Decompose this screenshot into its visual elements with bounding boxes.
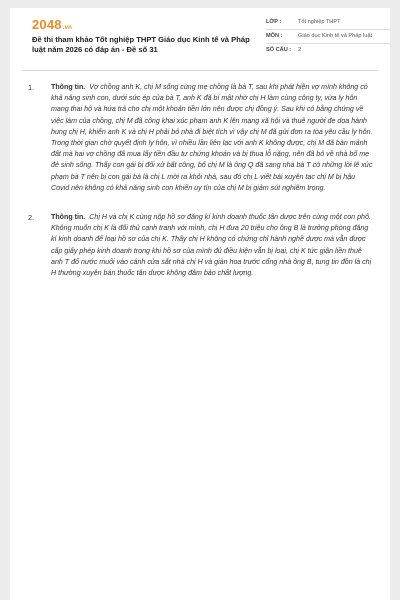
question-content — [51, 82, 378, 194]
question-text: Chị H và chị K cùng nộp hồ sơ đăng kí kinh doanh thuốc tân dược trên cùng một con phố. Không muốn chị K là đối thủ cạnh tranh với mình, chị H đưa 20 triệu cho ông B là trưởng phòng đăng kí kinh doanh để loại hồ sơ của chị K. Thấy chị H không có chứng chỉ hành nghề dược mà vẫn được cấp giấy phép kinh doanh trong khi hồ sơ của mình đủ điều kiện vẫn bị loại, chị K tức giận liền thuê anh T đổ nước muối vào cánh cửa sắt nhà chị H và giàn hoa trước cổng nhà ông B, tung tin đồn là chị H thường xuyên bán thuốc tân dược không đảm bảo chất lượng. — [51, 213, 372, 278]
meta-row-class — [266, 16, 390, 30]
meta-label: SỐ CÂU : — [266, 47, 292, 53]
document-meta — [266, 16, 390, 57]
meta-value: 2 — [298, 47, 302, 53]
question-item — [22, 212, 378, 279]
document-page — [10, 8, 390, 600]
question-number: 2. — [28, 213, 35, 223]
meta-row-subject — [266, 30, 390, 44]
question-number: 1. — [28, 83, 35, 92]
meta-row-count — [266, 44, 390, 57]
site-logo[interactable] — [32, 17, 72, 32]
question-content — [51, 212, 378, 279]
question-label: Thông tin. — [51, 213, 86, 222]
logo-tld: .vn — [62, 25, 73, 31]
meta-label: MÔN : — [266, 33, 283, 39]
meta-value: Tốt nghiệp THPT — [298, 19, 341, 25]
question-list — [22, 82, 378, 297]
question-text: Vợ chồng anh K, chị M sống cùng mẹ chồng là bà T, sau khi phát hiện vợ mình không có khả năng sinh con, dưới sức ép của bà T, anh K đã bí mật nhờ chị H làm cùng công ty, vừa ly hôn mang thai hộ và hứa trả cho chị một khoản tiền lớn nên được chị đồng ý. Sau khi có bằng chứng về việc làm của chồng, chị M đã công khai xúc phạm anh K lên mạng xã hội và thuê người đe dọa hành hung chị H, khiến anh K và chị H phải bỏ nhà đi biệt tích vì vậy chị M đã gửi đơn ra tòa yêu cầu ly hôn. Trong thời gian chờ quyết định ly hôn, vì nhiều lần liên lạc với anh K không được, chị M đã bàn mảnh đất mà hai vợ chồng đã mua lấy tiền đầu tư chứng khoán và bị thua lỗ nặng, nên đã bỏ về nhà bố mẹ đẻ sinh sống. Thấy con gái bị đối xử bất công, bố chị M là ông Q đã sang nhà bà T có những lời lẽ xúc phạm bà T nên bị con gái bà là chị L mời ra khỏi nhà, sau đó chị L viết bài xuyên tạc chị M bị hậu Covid nên không có khả năng sinh con khiến uy tín của chị M bị giảm sút nghiêm trọng. — [51, 83, 373, 192]
question-label: Thông tin. — [51, 83, 86, 91]
document-header — [22, 8, 378, 71]
meta-label: LỚP : — [266, 19, 282, 25]
meta-value: Giáo dục Kinh tế và Pháp luật — [298, 33, 373, 39]
logo-text: 2048 — [32, 17, 62, 32]
question-item — [22, 82, 378, 194]
document-title: Đề thi tham khảo Tốt nghiệp THPT Giáo dục Kinh tế và Pháp luật năm 2026 có đáp án - Đề số 31 — [32, 35, 250, 54]
